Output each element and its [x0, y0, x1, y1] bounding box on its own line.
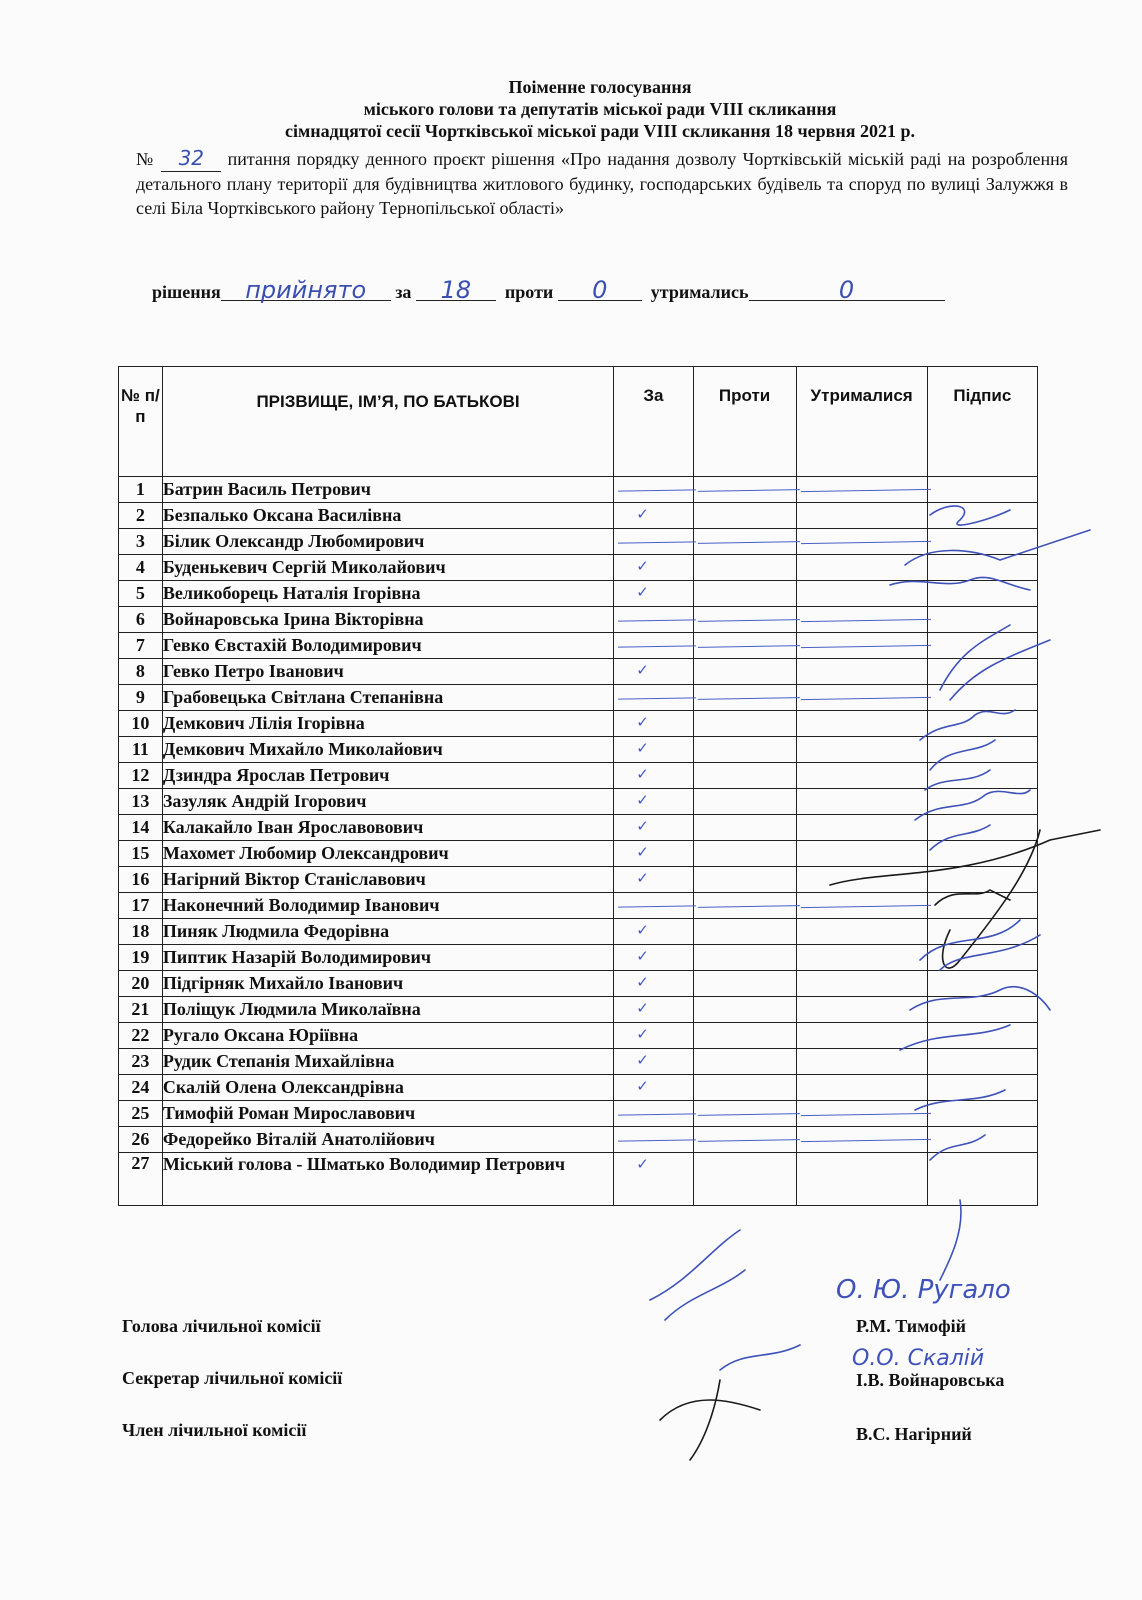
header-name: ПРІЗВИЩЕ, ІМ’Я, ПО БАТЬКОВІ: [162, 367, 613, 477]
strike-line-icon: [618, 905, 696, 907]
abstained-cell: [796, 789, 927, 815]
member-name: Пиптик Назарій Володимирович: [162, 945, 613, 971]
member-name: Скалій Олена Олександрівна: [162, 1075, 613, 1101]
for-cell: [614, 841, 693, 867]
member-name: Гевко Євстахій Володимирович: [162, 633, 613, 659]
checkmark-icon: ✓: [636, 1051, 649, 1069]
against-cell: [693, 1101, 796, 1127]
against-value: 0: [558, 280, 642, 301]
for-cell: [614, 1127, 693, 1153]
against-cell: [693, 529, 796, 555]
row-number: 22: [119, 1023, 163, 1049]
abstained-cell: [796, 711, 927, 737]
table-row: [119, 841, 1038, 867]
item-number-field: [161, 146, 221, 172]
abstained-cell: [796, 555, 927, 581]
header-abstained: Утрималися: [796, 367, 927, 477]
table-row: [119, 737, 1038, 763]
for-cell: [614, 815, 693, 841]
row-number: 1: [119, 477, 163, 503]
signature-cell: [927, 503, 1037, 529]
against-cell: [693, 1127, 796, 1153]
checkmark-icon: ✓: [636, 921, 649, 939]
against-cell: [693, 1023, 796, 1049]
signature-cell: [927, 477, 1037, 503]
checkmark-icon: ✓: [636, 999, 649, 1017]
signature-cell: [927, 971, 1037, 997]
table-row: [119, 1023, 1038, 1049]
signature-cell: [927, 711, 1037, 737]
against-cell: [693, 1153, 796, 1206]
header-for: За: [614, 367, 693, 477]
against-cell: [693, 581, 796, 607]
row-number: 4: [119, 555, 163, 581]
against-cell: [693, 841, 796, 867]
strike-line-icon: [698, 541, 800, 544]
header-signature: Підпис: [927, 367, 1037, 477]
table-row: [119, 633, 1038, 659]
for-cell: [614, 867, 693, 893]
signature-cell: [927, 841, 1037, 867]
row-number: 5: [119, 581, 163, 607]
handwritten-name-2: О.О. Скалій: [852, 1346, 985, 1371]
strike-line-icon: [801, 697, 931, 700]
abstained-cell: [796, 607, 927, 633]
abstained-cell: [796, 1075, 927, 1101]
signature-cell: [927, 1049, 1037, 1075]
item-number-prefix: №: [136, 149, 155, 169]
abstained-cell: [796, 1049, 927, 1075]
chair-label: Голова лічильної комісії: [122, 1316, 321, 1336]
table-row: [119, 893, 1038, 919]
signature-scribble-icon: [940, 1200, 961, 1280]
strike-line-icon: [618, 619, 696, 621]
abstained-cell: [796, 685, 927, 711]
against-cell: [693, 971, 796, 997]
decision-label: рішення: [152, 282, 221, 302]
strike-line-icon: [698, 489, 800, 492]
strike-line-icon: [698, 645, 800, 648]
decision-summary: [152, 276, 1052, 304]
row-number: 7: [119, 633, 163, 659]
checkmark-icon: ✓: [636, 973, 649, 991]
signature-cell: [927, 893, 1037, 919]
abstained-cell: [796, 477, 927, 503]
abstained-cell: [796, 841, 927, 867]
against-cell: [693, 1049, 796, 1075]
table-row: [119, 997, 1038, 1023]
signature-cell: [927, 919, 1037, 945]
for-value: 18: [416, 280, 496, 301]
strike-line-icon: [698, 697, 800, 700]
for-label: за: [395, 282, 412, 302]
against-cell: [693, 659, 796, 685]
abstained-cell: [796, 529, 927, 555]
for-cell: [614, 893, 693, 919]
abstained-cell: [796, 997, 927, 1023]
abstained-label: утримались: [650, 282, 749, 302]
abstained-cell: [796, 503, 927, 529]
signature-cell: [927, 1101, 1037, 1127]
signature-cell: [927, 529, 1037, 555]
strike-line-icon: [801, 905, 931, 908]
abstained-cell: [796, 867, 927, 893]
against-cell: [693, 477, 796, 503]
abstained-value: 0: [749, 280, 945, 301]
member-name: Безпалько Оксана Василівна: [162, 503, 613, 529]
against-cell: [693, 555, 796, 581]
member-name: Дзиндра Ярослав Петрович: [162, 763, 613, 789]
member-name: Підгірняк Михайло Іванович: [162, 971, 613, 997]
checkmark-icon: ✓: [636, 1155, 649, 1173]
against-cell: [693, 633, 796, 659]
title-line-3: сімнадцятої сесії Чортківської міської ради VIII скликання 18 червня 2021 р.: [285, 121, 915, 141]
abstained-cell: [796, 581, 927, 607]
table-row: [119, 529, 1038, 555]
abstained-cell: [796, 737, 927, 763]
strike-line-icon: [801, 489, 931, 492]
member-name: Грабовецька Світлана Степанівна: [162, 685, 613, 711]
abstained-cell: [796, 1153, 927, 1206]
member-name: Пиняк Людмила Федорівна: [162, 919, 613, 945]
checkmark-icon: ✓: [636, 947, 649, 965]
table-row: [119, 477, 1038, 503]
strike-line-icon: [618, 697, 696, 699]
member-name: Наконечний Володимир Іванович: [162, 893, 613, 919]
for-cell: [614, 685, 693, 711]
table-row: [119, 789, 1038, 815]
checkmark-icon: ✓: [636, 583, 649, 601]
member-name: Рудик Степанія Михайлівна: [162, 1049, 613, 1075]
member-name: Білик Олександр Любомирович: [162, 529, 613, 555]
against-cell: [693, 685, 796, 711]
checkmark-icon: ✓: [636, 843, 649, 861]
header-num: № п/п: [119, 367, 163, 477]
strike-line-icon: [698, 1139, 800, 1142]
strike-line-icon: [801, 541, 931, 544]
signature-cell: [927, 789, 1037, 815]
abstained-cell: [796, 1101, 927, 1127]
vote-rows: [119, 477, 1038, 1206]
abstained-cell: [796, 945, 927, 971]
table-row: [119, 1075, 1038, 1101]
checkmark-icon: ✓: [636, 505, 649, 523]
for-cell: [614, 477, 693, 503]
document-title: [120, 76, 1080, 142]
strike-line-icon: [698, 905, 800, 908]
for-cell: [614, 971, 693, 997]
signature-cell: [927, 633, 1037, 659]
for-cell: [614, 659, 693, 685]
row-number: 10: [119, 711, 163, 737]
table-row: [119, 1153, 1038, 1206]
abstained-cell: [796, 1127, 927, 1153]
strike-line-icon: [698, 1113, 800, 1116]
strike-line-icon: [618, 645, 696, 647]
checkmark-icon: ✓: [636, 1025, 649, 1043]
for-cell: [614, 1075, 693, 1101]
table-row: [119, 971, 1038, 997]
for-cell: [614, 711, 693, 737]
for-cell: [614, 789, 693, 815]
member-name: Федорейко Віталій Анатолійович: [162, 1127, 613, 1153]
signature-cell: [927, 607, 1037, 633]
against-cell: [693, 815, 796, 841]
title-line-1: Поіменне голосування: [508, 77, 692, 97]
checkmark-icon: ✓: [636, 661, 649, 679]
secretary-label: Секретар лічильної комісії: [122, 1368, 343, 1388]
member-name: Нагірний Віктор Станіславович: [162, 867, 613, 893]
row-number: 6: [119, 607, 163, 633]
checkmark-icon: ✓: [636, 791, 649, 809]
signature-scribble-icon: [720, 1345, 800, 1370]
table-row: [119, 659, 1038, 685]
table-row: [119, 581, 1038, 607]
for-cell: [614, 919, 693, 945]
item-number-handwritten: 32: [178, 146, 205, 170]
member-name: Великоборець Наталія Ігорівна: [162, 581, 613, 607]
against-cell: [693, 737, 796, 763]
strike-line-icon: [801, 1113, 931, 1116]
abstained-cell: [796, 893, 927, 919]
against-cell: [693, 1075, 796, 1101]
abstained-cell: [796, 659, 927, 685]
table-row: [119, 503, 1038, 529]
against-cell: [693, 711, 796, 737]
member-name: Зазуляк Андрій Ігорович: [162, 789, 613, 815]
row-number: 18: [119, 919, 163, 945]
against-cell: [693, 919, 796, 945]
against-cell: [693, 763, 796, 789]
signature-scribble-icon: [650, 1230, 745, 1320]
against-cell: [693, 607, 796, 633]
row-number: 12: [119, 763, 163, 789]
strike-line-icon: [618, 1139, 696, 1141]
for-cell: [614, 1153, 693, 1206]
secretary-name: І.В. Войнаровська: [856, 1370, 1005, 1390]
checkmark-icon: ✓: [636, 557, 649, 575]
row-number: 19: [119, 945, 163, 971]
for-cell: [614, 1049, 693, 1075]
strike-line-icon: [618, 1113, 696, 1115]
signature-scribble-icon: [660, 1380, 760, 1460]
member-name: Демкович Лілія Ігорівна: [162, 711, 613, 737]
row-number: 26: [119, 1127, 163, 1153]
signature-cell: [927, 867, 1037, 893]
against-cell: [693, 945, 796, 971]
table-row: [119, 815, 1038, 841]
signature-cell: [927, 737, 1037, 763]
member-name: Гевко Петро Іванович: [162, 659, 613, 685]
for-cell: [614, 1101, 693, 1127]
strike-line-icon: [618, 489, 696, 491]
for-cell: [614, 633, 693, 659]
member-name: Батрин Василь Петрович: [162, 477, 613, 503]
for-cell: [614, 945, 693, 971]
against-cell: [693, 867, 796, 893]
row-number: 2: [119, 503, 163, 529]
table-row: [119, 867, 1038, 893]
strike-line-icon: [801, 645, 931, 648]
abstained-cell: [796, 763, 927, 789]
checkmark-icon: ✓: [636, 869, 649, 887]
checkmark-icon: ✓: [636, 817, 649, 835]
for-cell: [614, 581, 693, 607]
row-number: 16: [119, 867, 163, 893]
row-number: 3: [119, 529, 163, 555]
strike-line-icon: [618, 541, 696, 543]
row-number: 24: [119, 1075, 163, 1101]
row-number: 8: [119, 659, 163, 685]
signature-cell: [927, 1075, 1037, 1101]
member-name: Буденькевич Сергій Миколайович: [162, 555, 613, 581]
abstained-cell: [796, 633, 927, 659]
row-number: 27: [119, 1153, 163, 1206]
abstained-cell: [796, 1023, 927, 1049]
for-cell: [614, 529, 693, 555]
table-row: [119, 685, 1038, 711]
member-name: Міський голова - Шматько Володимир Петрович: [162, 1153, 613, 1206]
strike-line-icon: [801, 1139, 931, 1142]
table-row: [119, 763, 1038, 789]
member-name: Калакайло Іван Ярославовович: [162, 815, 613, 841]
checkmark-icon: ✓: [636, 765, 649, 783]
checkmark-icon: ✓: [636, 739, 649, 757]
row-number: 9: [119, 685, 163, 711]
for-cell: [614, 503, 693, 529]
signature-cell: [927, 997, 1037, 1023]
table-row: [119, 1049, 1038, 1075]
row-number: 20: [119, 971, 163, 997]
row-number: 14: [119, 815, 163, 841]
strike-line-icon: [801, 619, 931, 622]
vote-table: [118, 366, 1038, 1206]
signature-cell: [927, 1127, 1037, 1153]
table-row: [119, 555, 1038, 581]
title-line-2: міського голови та депутатів міської ради VIII скликання: [363, 99, 837, 119]
against-cell: [693, 997, 796, 1023]
abstained-cell: [796, 971, 927, 997]
for-cell: [614, 1023, 693, 1049]
signature-cell: [927, 555, 1037, 581]
member-name: Махомет Любомир Олександрович: [162, 841, 613, 867]
row-number: 21: [119, 997, 163, 1023]
member-name: Войнаровська Ірина Вікторівна: [162, 607, 613, 633]
signature-cell: [927, 659, 1037, 685]
signature-cell: [927, 763, 1037, 789]
member-name: Демкович Михайло Миколайович: [162, 737, 613, 763]
header-against: Проти: [693, 367, 796, 477]
row-number: 25: [119, 1101, 163, 1127]
row-number: 17: [119, 893, 163, 919]
strike-line-icon: [698, 619, 800, 622]
against-cell: [693, 789, 796, 815]
member-name: Поліщук Людмила Миколаївна: [162, 997, 613, 1023]
member-name: Ругало Оксана Юріївна: [162, 1023, 613, 1049]
against-cell: [693, 503, 796, 529]
row-number: 11: [119, 737, 163, 763]
table-row: [119, 919, 1038, 945]
for-cell: [614, 555, 693, 581]
signature-cell: [927, 581, 1037, 607]
table-row: [119, 945, 1038, 971]
row-number: 15: [119, 841, 163, 867]
signature-cell: [927, 685, 1037, 711]
table-row: [119, 1127, 1038, 1153]
table-row: [119, 607, 1038, 633]
member-name: Тимофій Роман Мирославович: [162, 1101, 613, 1127]
against-cell: [693, 893, 796, 919]
decision-value: прийнято: [221, 280, 391, 301]
row-number: 23: [119, 1049, 163, 1075]
against-label: проти: [504, 282, 554, 302]
handwritten-name-1: О. Ю. Ругало: [836, 1275, 1011, 1305]
abstained-cell: [796, 919, 927, 945]
table-row: [119, 711, 1038, 737]
signature-cell: [927, 945, 1037, 971]
member-label: Член лічильної комісії: [122, 1420, 307, 1440]
abstained-cell: [796, 815, 927, 841]
for-cell: [614, 997, 693, 1023]
table-row: [119, 1101, 1038, 1127]
checkmark-icon: ✓: [636, 1077, 649, 1095]
for-cell: [614, 763, 693, 789]
for-cell: [614, 607, 693, 633]
signature-cell: [927, 815, 1037, 841]
for-cell: [614, 737, 693, 763]
signature-cell: [927, 1153, 1037, 1206]
member-name: В.С. Нагірний: [856, 1424, 972, 1444]
checkmark-icon: ✓: [636, 713, 649, 731]
row-number: 13: [119, 789, 163, 815]
agenda-item: [136, 146, 1068, 220]
chair-name: Р.М. Тимофій: [856, 1316, 967, 1336]
agenda-item-text: питання порядку денного проєкт рішення «Про надання дозволу Чортківській міській раді на розроблення детального плану території для будівництва житлового будинку, господарських будівель та споруд по вулиці Залужжя в селі Біла Чортківського району Тернопільської області»: [136, 149, 1069, 218]
signature-cell: [927, 1023, 1037, 1049]
